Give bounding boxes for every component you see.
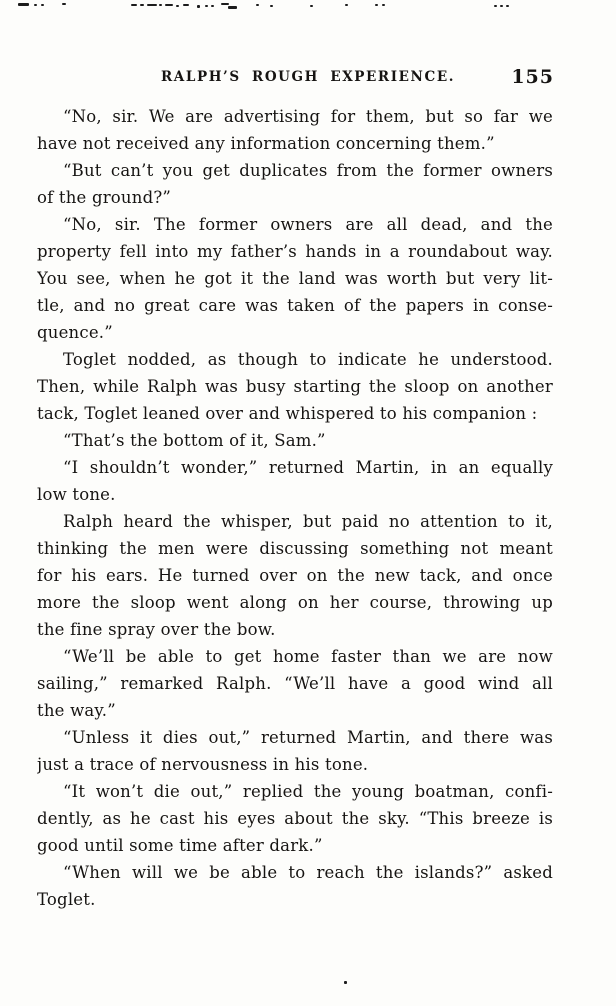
scan-noise-mark (176, 5, 179, 7)
scan-noise-mark (382, 4, 385, 6)
scan-noise-mark (221, 3, 229, 5)
text-line: You see, when he got it the land was worth but very lit- (37, 269, 553, 288)
running-title: RALPH’S ROUGH EXPERIENCE. (160, 69, 456, 85)
paragraph (37, 346, 553, 427)
text-line: “We’ll be able to get home faster than we are now (63, 647, 553, 666)
page-text (37, 103, 553, 913)
scan-noise-mark (41, 4, 44, 6)
scan-noise-mark (228, 6, 237, 9)
paragraph (37, 859, 553, 913)
text-line: “No, sir. We are advertising for them, but so far we (63, 107, 553, 126)
text-line: sailing,” remarked Ralph. “We’ll have a good wind all (37, 674, 553, 693)
paragraph (37, 157, 553, 211)
text-line: “It won’t die out,” replied the young boatman, confi- (63, 782, 553, 801)
scan-noise-mark (62, 3, 66, 5)
paragraph (37, 211, 553, 346)
scan-noise-mark (34, 4, 37, 6)
page-number: 155 (511, 66, 554, 88)
scan-noise-mark (140, 4, 144, 6)
text-line: of the ground?” (37, 188, 172, 207)
paragraph (37, 508, 553, 643)
scan-noise-mark (197, 5, 200, 8)
text-line: Toglet. (37, 890, 96, 909)
text-line: low tone. (37, 485, 116, 504)
text-line: the way.” (37, 701, 116, 720)
paragraph (37, 643, 553, 724)
scan-noise-mark (131, 4, 137, 6)
scan-noise-mark (256, 4, 259, 6)
text-line: have not received any information concerning them.” (37, 134, 495, 153)
text-line: the fine spray over the bow. (37, 620, 276, 639)
text-line: thinking the men were discussing something not meant (37, 539, 553, 558)
paragraph (37, 454, 553, 508)
text-line: “That’s the bottom of it, Sam.” (63, 431, 326, 450)
scan-noise-mark (310, 5, 313, 7)
scan-noise-mark (500, 5, 503, 7)
text-line: tack, Toglet leaned over and whispered to his companion : (37, 404, 538, 423)
scan-noise-mark (18, 3, 29, 6)
text-line: property fell into my father’s hands in a roundabout way. (37, 242, 553, 261)
text-line: tle, and no great care was taken of the papers in conse- (37, 296, 553, 315)
text-line: more the sloop went along on her course, throwing up (37, 593, 553, 612)
scan-noise-mark (183, 4, 189, 6)
text-line: dently, as he cast his eyes about the sky. “This breeze is (37, 809, 553, 828)
scan-noise-mark (506, 5, 509, 7)
scan-noise-mark (147, 4, 157, 6)
text-line: “Unless it dies out,” returned Martin, and there was (63, 728, 553, 747)
text-line: quence.” (37, 323, 113, 342)
paragraph (37, 778, 553, 859)
scan-noise-mark (165, 4, 173, 6)
scan-noise-mark (345, 4, 348, 6)
scan-noise-mark (270, 5, 273, 7)
text-line: for his ears. He turned over on the new tack, and once (37, 566, 553, 585)
text-line: good until some time after dark.” (37, 836, 323, 855)
paragraph (37, 724, 553, 778)
scan-noise-mark (211, 5, 214, 7)
paragraph (37, 427, 553, 454)
scan-noise-mark (205, 5, 208, 7)
scan-noise-mark (344, 981, 347, 984)
text-line: Ralph heard the whisper, but paid no attention to it, (63, 512, 553, 531)
text-line: just a trace of nervousness in his tone. (37, 755, 369, 774)
scan-noise-mark (494, 5, 497, 7)
text-line: Then, while Ralph was busy starting the sloop on another (37, 377, 553, 396)
text-line: “But can’t you get duplicates from the former owners (63, 161, 553, 180)
text-line: “No, sir. The former owners are all dead, and the (63, 215, 553, 234)
page-header (0, 66, 616, 88)
paragraph (37, 103, 553, 157)
scan-noise-mark (159, 4, 162, 6)
text-line: “I shouldn’t wonder,” returned Martin, in an equally (63, 458, 553, 477)
text-line: “When will we be able to reach the islands?” asked (63, 863, 553, 882)
scan-noise-mark (375, 4, 378, 6)
text-line: Toglet nodded, as though to indicate he understood. (63, 350, 553, 369)
